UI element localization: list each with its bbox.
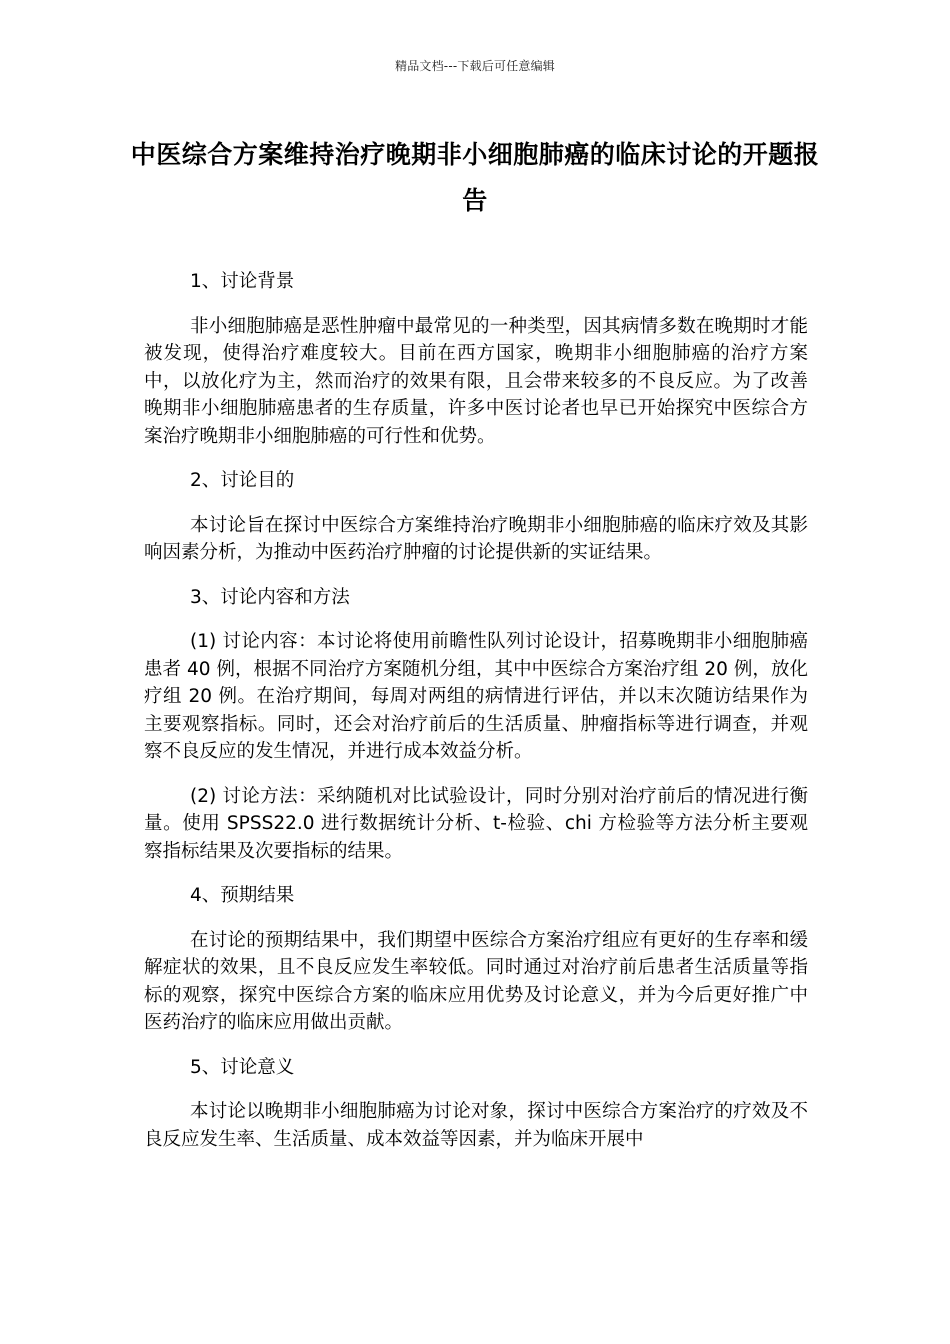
section-paragraph: 本讨论以晚期非小细胞肺癌为讨论对象，探讨中医综合方案治疗的疗效及不良反应发生率、生活质量、成本效益等因素，并为临床开展中 (144, 1101, 808, 1150)
header-note: 精品文档---下载后可任意编辑 (395, 59, 555, 73)
document-title: 中医综合方案维持治疗晚期非小细胞肺癌的临床讨论的开题报告 (130, 140, 820, 215)
section-purpose (144, 467, 808, 567)
section-paragraph: (1) 讨论内容：本讨论将使用前瞻性队列讨论设计，招募晚期非小细胞肺癌患者 40 例，根据不同治疗方案随机分组，其中中医综合方案治疗组 20 例，放化疗组 20 例。在治疗期间，每周对两组的病情进行评估，并以末次随访结果作为主要观察指标。同时，还会对治疗前后的生活质量、肿瘤指标等进行调查，并观察不良反应的发生情况，并进行成本效益分析。 (144, 631, 808, 762)
section-heading: 1、讨论背景 (190, 271, 295, 292)
section-paragraph: 在讨论的预期结果中，我们期望中医综合方案治疗组应有更好的生存率和缓解症状的效果，且不良反应发生率较低。同时通过对治疗前后患者生活质量等指标的观察，探究中医综合方案的临床应用优势及讨论意义，并为今后更好推广中医药治疗的临床应用做出贡献。 (144, 929, 808, 1033)
section-heading: 4、预期结果 (190, 885, 295, 906)
section-heading: 3、讨论内容和方法 (190, 586, 350, 608)
section-significance (144, 1054, 808, 1154)
document-body (144, 268, 808, 1170)
section-heading: 5、讨论意义 (190, 1056, 295, 1078)
section-content-methods (144, 584, 808, 866)
section-paragraph: 本讨论旨在探讨中医综合方案维持治疗晚期非小细胞肺癌的临床疗效及其影响因素分析，为推动中医药治疗肿瘤的讨论提供新的实证结果。 (144, 514, 808, 563)
section-paragraph: 非小细胞肺癌是恶性肿瘤中最常见的一种类型，因其病情多数在晚期时才能被发现，使得治疗难度较大。目前在西方国家，晚期非小细胞肺癌的治疗方案中，以放化疗为主，然而治疗的效果有限，且会带来较多的不良反应。为了改善晚期非小细胞肺癌患者的生存质量，许多中医讨论者也早已开始探究中医综合方案治疗晚期非小细胞肺癌的可行性和优势。 (144, 315, 808, 447)
section-background (144, 268, 808, 450)
section-expected-results (144, 882, 808, 1037)
section-paragraph: (2) 讨论方法：采纳随机对比试验设计，同时分别对治疗前后的情况进行衡量。使用 SPSS22.0 进行数据统计分析、t-检验、chi 方检验等方法分析主要观察指标结果及次要指标的结果。 (144, 785, 808, 862)
section-heading: 2、讨论目的 (190, 470, 295, 491)
